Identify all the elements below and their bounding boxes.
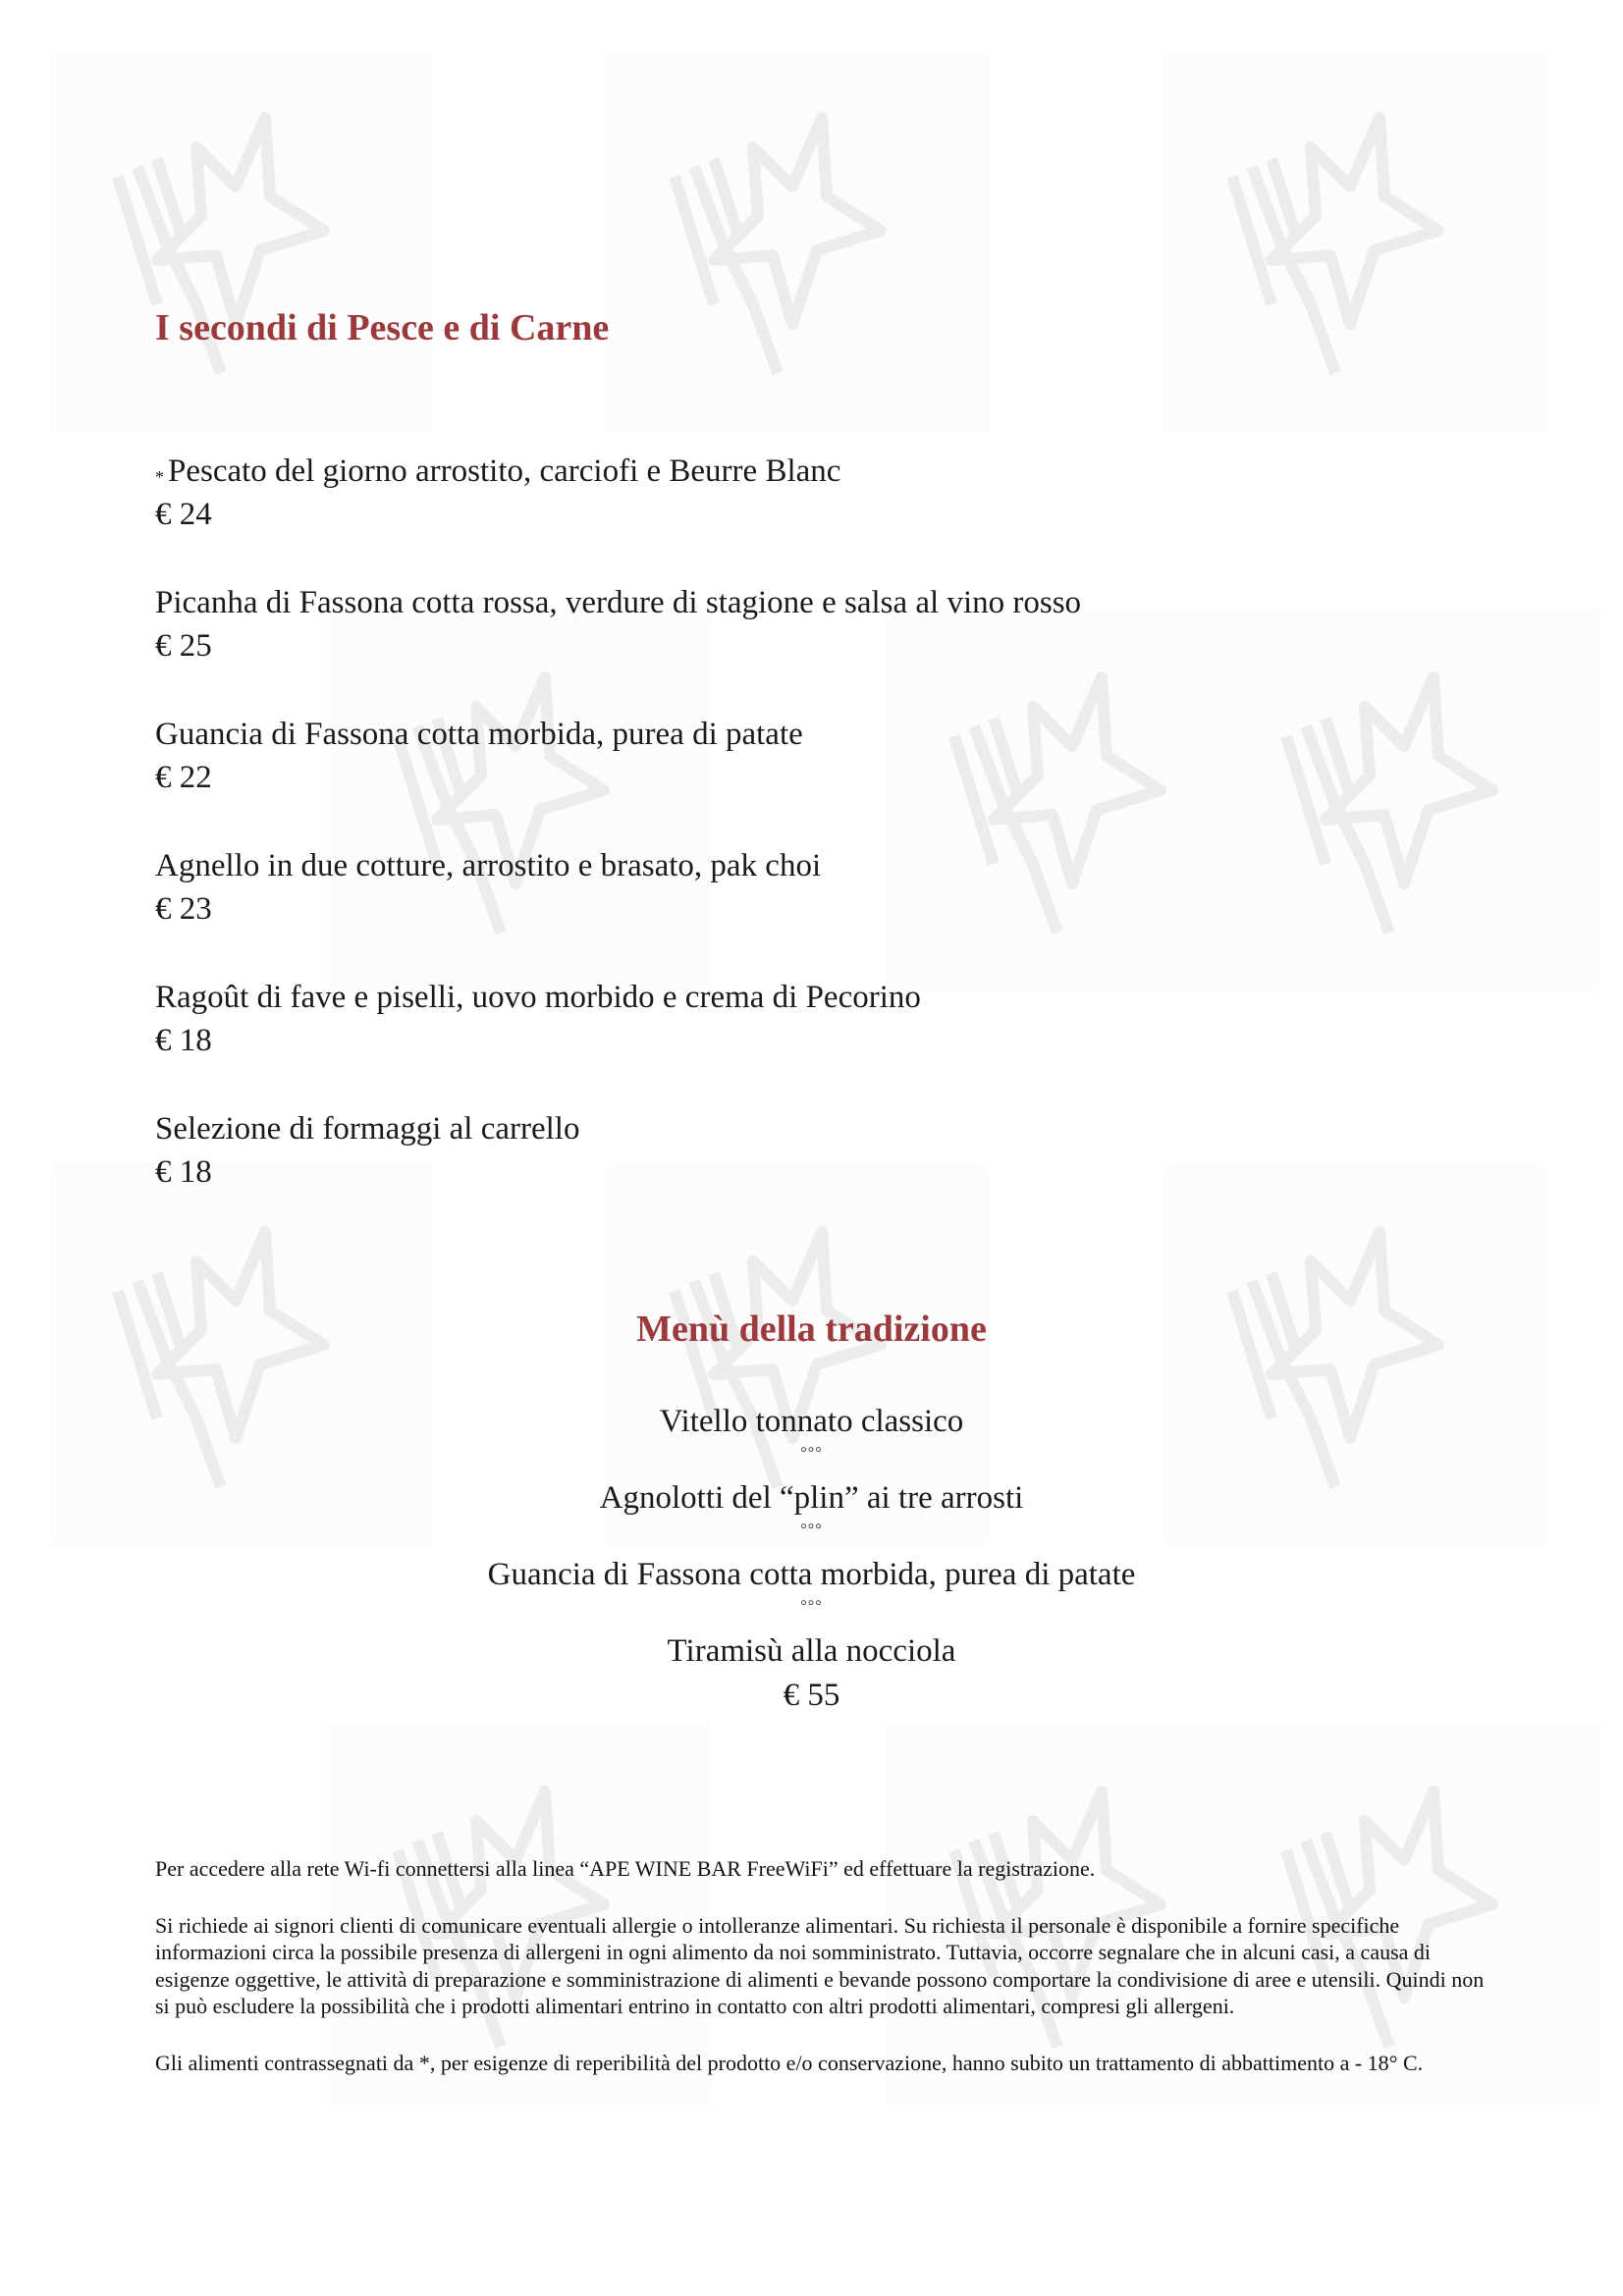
section-title-tradizione: Menù della tradizione [636, 1308, 987, 1350]
menu-item-name [155, 450, 1471, 493]
item-name: Agnello in due cotture, arrostito e brasato, pak choi [155, 848, 822, 883]
course-4: Tiramisù alla nocciola [667, 1633, 956, 1669]
menu-item-price: € 25 [155, 628, 212, 664]
menu-item-name [155, 976, 1471, 1019]
item-name: Picanha di Fassona cotta rossa, verdure di stagione e salsa al vino rosso [155, 585, 1082, 620]
course-1: Vitello tonnato classico [659, 1404, 964, 1439]
menu-item [155, 1107, 1471, 1194]
course-separator: °°° [800, 1445, 823, 1462]
section-title-secondi: I secondi di Pesce e di Carne [155, 307, 610, 348]
fork-star-logo-icon [49, 49, 432, 432]
frozen-notice: Gli alimenti contrassegnati da *, per esigenze di reperibilità del prodotto e/o conservazione, hanno subito un trattamento di abbattimento a - 18° C. [155, 2050, 1424, 2075]
menu-item-name [155, 844, 1471, 887]
menu-item [155, 976, 1471, 1062]
menu-item-name [155, 1107, 1471, 1150]
item-name: Selezione di formaggi al carrello [155, 1111, 580, 1147]
menu-item-price: € 22 [155, 760, 212, 795]
wifi-notice: Per accedere alla rete Wi-fi connettersi alla linea “APE WINE BAR FreeWiFi” ed effettuare la registrazione. [155, 1856, 1096, 1881]
menu-item [155, 581, 1471, 667]
item-name: Ragoût di fave e piselli, uovo morbido e crema di Pecorino [155, 980, 921, 1015]
menu-item [155, 844, 1471, 931]
menu-item [155, 713, 1471, 799]
menu-item-name [155, 713, 1471, 756]
restaurant-guru-watermark [1163, 49, 1546, 432]
fork-star-logo-icon [1163, 49, 1546, 432]
course-separator: °°° [800, 1522, 823, 1538]
fork-star-logo-icon [606, 49, 989, 432]
course-2: Agnolotti del “plin” ai tre arrosti [599, 1480, 1024, 1516]
tradizione-price: € 55 [783, 1678, 840, 1713]
restaurant-guru-watermark [606, 49, 989, 432]
item-name: Pescato del giorno arrostito, carciofi e Beurre Blanc [168, 454, 841, 489]
allergen-notice: Si richiede ai signori clienti di comunicare eventuali allergie o intolleranze alimentari. Su richiesta il personale è disponibile a fornire specifiche informazioni circa la possibile presenza di allergeni in ogni alimento da noi somministrato. Tuttavia, occorre segnalare che in alcuni casi, a causa di esigenze oggettive, le attività di preparazione e somministrazione di alimenti e bevande possono comportare la condivisione di aree e utensili. Quindi non si può escludere la possibilità che i prodotti alimentari entrino in contatto con altri prodotti alimentari, compresi gli allergeni. [155, 1912, 1485, 2019]
restaurant-guru-watermark [49, 49, 432, 432]
menu-item-price: € 24 [155, 497, 212, 532]
course-separator: °°° [800, 1598, 823, 1615]
menu-item-name [155, 581, 1471, 624]
menu-item-price: € 23 [155, 891, 212, 927]
menu-item-price: € 18 [155, 1154, 212, 1190]
item-name: Guancia di Fassona cotta morbida, purea di patate [155, 717, 803, 752]
footer-notes [155, 1855, 1490, 2107]
frozen-marker: * [155, 467, 164, 487]
menu-item-price: € 18 [155, 1023, 212, 1058]
menu-item [155, 450, 1471, 536]
course-3: Guancia di Fassona cotta morbida, purea di patate [487, 1557, 1136, 1592]
